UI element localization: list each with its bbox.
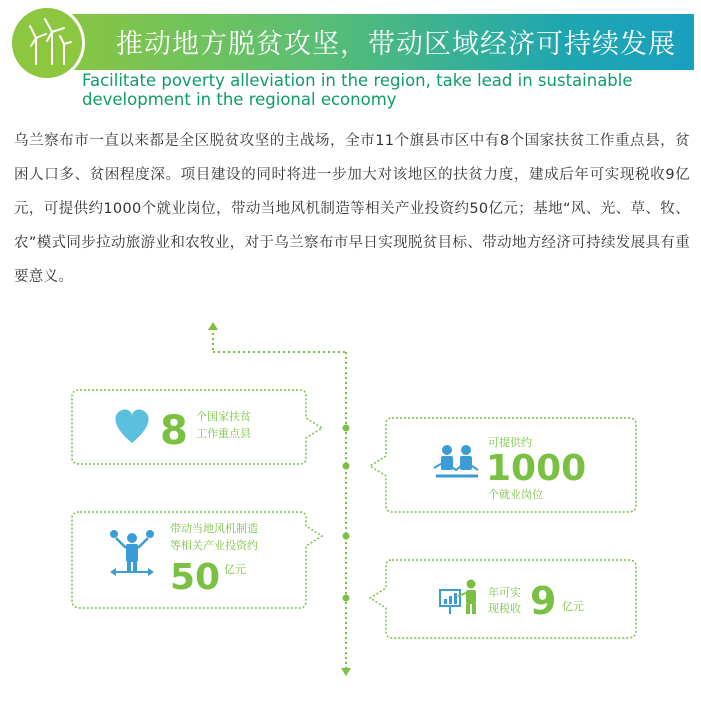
investment-unit: 亿元 <box>224 563 246 576</box>
investment-number: 50 <box>170 557 221 598</box>
stats-infographic <box>0 300 701 705</box>
counties-label-line1: 个国家扶贫 <box>196 410 251 423</box>
jobs-suffix: 个就业岗位 <box>488 488 543 501</box>
bubble-tax <box>370 560 636 638</box>
jobs-prefix: 可提供约 <box>488 436 532 449</box>
wind-turbine-icon <box>12 8 82 78</box>
page-subtitle: Facilitate poverty alleviation in the region, take lead in sustainable development in the regional economy <box>82 71 633 109</box>
investor-icon <box>110 530 154 576</box>
tax-unit: 亿元 <box>562 600 584 613</box>
page-title: 推动地方脱贫攻坚，带动区域经济可持续发展 <box>116 29 676 60</box>
people-icon <box>434 445 478 476</box>
title-banner <box>48 14 694 70</box>
tax-label-line2: 现税收 <box>488 602 521 615</box>
body-paragraph: 乌兰察布市一直以来都是全区脱贫攻坚的主战场，全市11个旗县市区中有8个国家扶贫工作重点县，贫困人口多、贫困程度深。项目建设的同时将进一步加大对该地区的扶贫力度，建成后年可实现税收9亿元，可提供约1000个就业岗位，带动当地风机制造等相关产业投资约50亿元；基地“风、光、草、牧、农”模式同步拉动旅游业和农牧业，对于乌兰察布市早日实现脱贫目标、带动地方经济可持续发展具有重要意义。 <box>14 133 690 285</box>
jobs-number: 1000 <box>486 448 587 489</box>
counties-number: 8 <box>160 408 188 454</box>
investment-label-line2: 等相关产业投资约 <box>170 539 258 552</box>
header <box>8 8 694 70</box>
tax-number: 9 <box>530 579 557 623</box>
presentation-icon <box>440 580 476 615</box>
heart-icon <box>115 409 148 443</box>
counties-label-line2: 工作重点县 <box>196 427 251 440</box>
tax-label-line1: 年可实 <box>488 586 521 599</box>
timeline-center-line <box>341 352 351 676</box>
timeline-left-line <box>208 322 346 352</box>
investment-label-line1: 带动当地风机制造 <box>170 522 258 535</box>
